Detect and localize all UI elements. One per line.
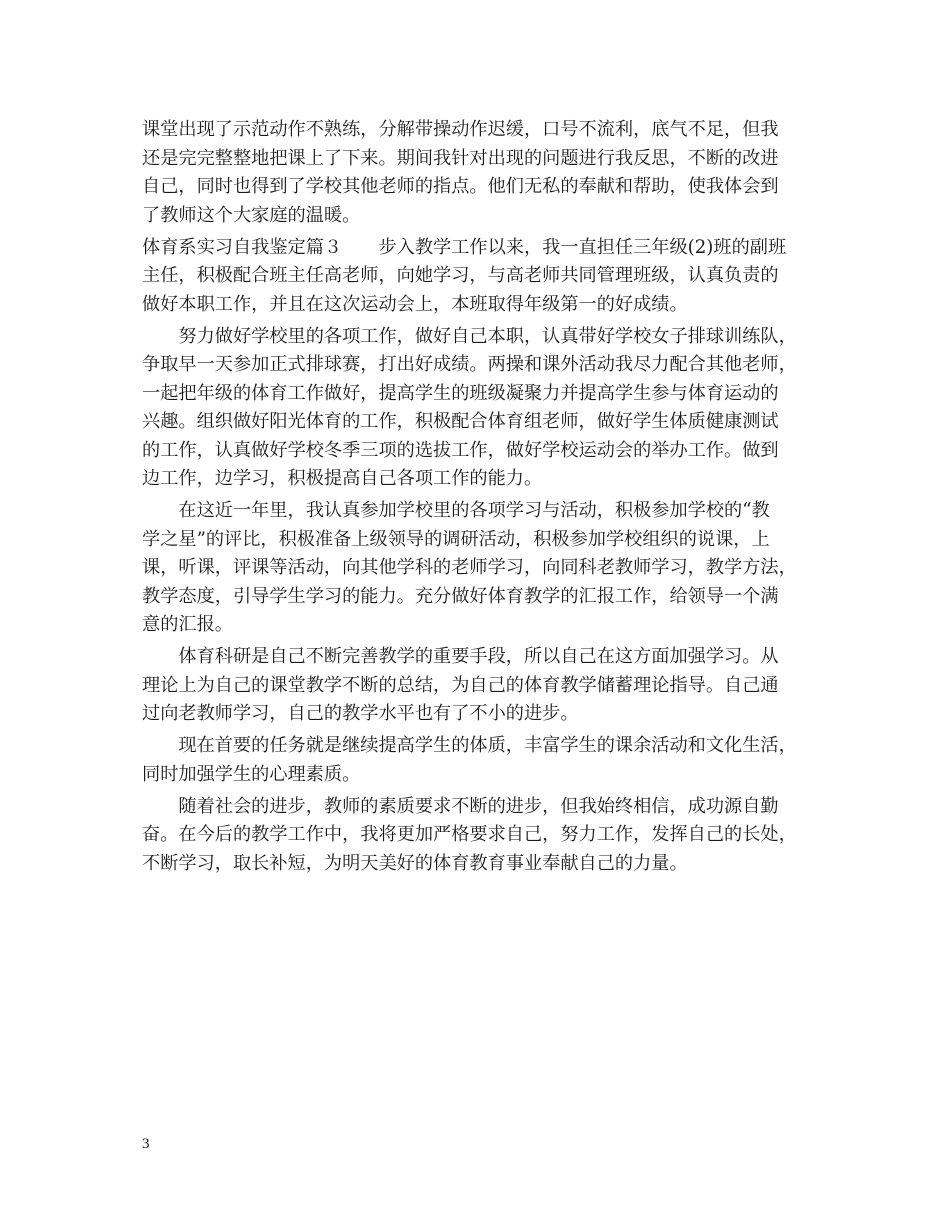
text-line: 同时加强学生的心理素质。 [142, 763, 361, 785]
text-line: 课，听课，评课等活动，向其他学科的老师学习，向同科老教师学习，教学方法， [142, 557, 797, 578]
text-line: 在这近一年里，我认真参加学校里的各项学习与活动，积极参加学校的“教 [142, 500, 770, 521]
text-line: 了教师这个大家庭的温暖。 [142, 204, 361, 226]
text-line: 过向老教师学习，自己的教学水平也有了不小的进步。 [142, 703, 579, 724]
document-body [142, 116, 822, 878]
text-line: 课堂出现了示范动作不熟练，分解带操动作迟缓，口号不流利，底气不足，但我 [142, 119, 779, 140]
paragraph [142, 732, 822, 789]
text-line: 奋。在今后的教学工作中，我将更加严格要求自己，努力工作，发挥自己的长处， [142, 824, 797, 845]
text-line: 体育科研是自己不断完善教学的重要手段，所以自己在这方面加强学习。从 [142, 646, 779, 667]
text-line: 边工作，边学习，积极提高自己各项工作的能力。 [142, 468, 543, 489]
paragraph [142, 323, 822, 494]
text-line: 自己，同时也得到了学校其他老师的指点。他们无私的奉献和帮助，使我体会到 [142, 176, 779, 197]
text-line: 理论上为自己的课堂教学不断的总结，为自己的体育教学储蓄理论指导。自己通 [142, 674, 779, 696]
text-line: 意的汇报。 [142, 614, 233, 635]
text-line: 兴趣。组织做好阳光体育的工作，积极配合体育组老师，做好学生体质健康测试 [142, 411, 779, 432]
text-line: 随着社会的进步，教师的素质要求不断的进步，但我始终相信，成功源自勤 [142, 795, 779, 817]
text-line: 的工作，认真做好学校冬季三项的选拔工作，做好学校运动会的举办工作。做到 [142, 439, 779, 461]
paragraph [142, 793, 822, 879]
paragraph [142, 234, 822, 320]
text-line: 还是完完整整地把课上了下来。期间我针对出现的问题进行我反思，不断的改进 [142, 147, 779, 169]
page-number: 3 [142, 1136, 150, 1152]
text-line: 教学态度，引导学生学习的能力。充分做好体育教学的汇报工作，给领导一个满 [142, 585, 779, 607]
section-heading-line: 体育系实习自我鉴定篇３ 步入教学工作以来，我一直担任三年级(2)班的副班 [142, 236, 787, 258]
text-line: 现在首要的任务就是继续提高学生的体质，丰富学生的课余活动和文化生活， [142, 735, 797, 756]
paragraph [142, 116, 822, 230]
text-line: 做好本职工作，并且在这次运动会上，本班取得年级第一的好成绩。 [142, 293, 688, 315]
text-line: 争取早一天参加正式排球赛，打出好成绩。两操和课外活动我尽力配合其他老师， [142, 354, 797, 375]
paragraph [142, 497, 822, 640]
text-line: 主任，积极配合班主任高老师，向她学习，与高老师共同管理班级，认真负责的 [142, 265, 779, 286]
text-line: 不断学习，取长补短，为明天美好的体育教育事业奉献自己的力量。 [142, 852, 688, 874]
paragraph [142, 643, 822, 729]
text-line: 学之星”的评比，积极准备上级领导的调研活动，积极参加学校组织的说课，上 [142, 528, 770, 550]
text-line: 一起把年级的体育工作做好，提高学生的班级凝聚力并提高学生参与体育运动的 [142, 382, 779, 404]
text-line: 努力做好学校里的各项工作，做好自己本职，认真带好学校女子排球训练队， [142, 325, 797, 347]
